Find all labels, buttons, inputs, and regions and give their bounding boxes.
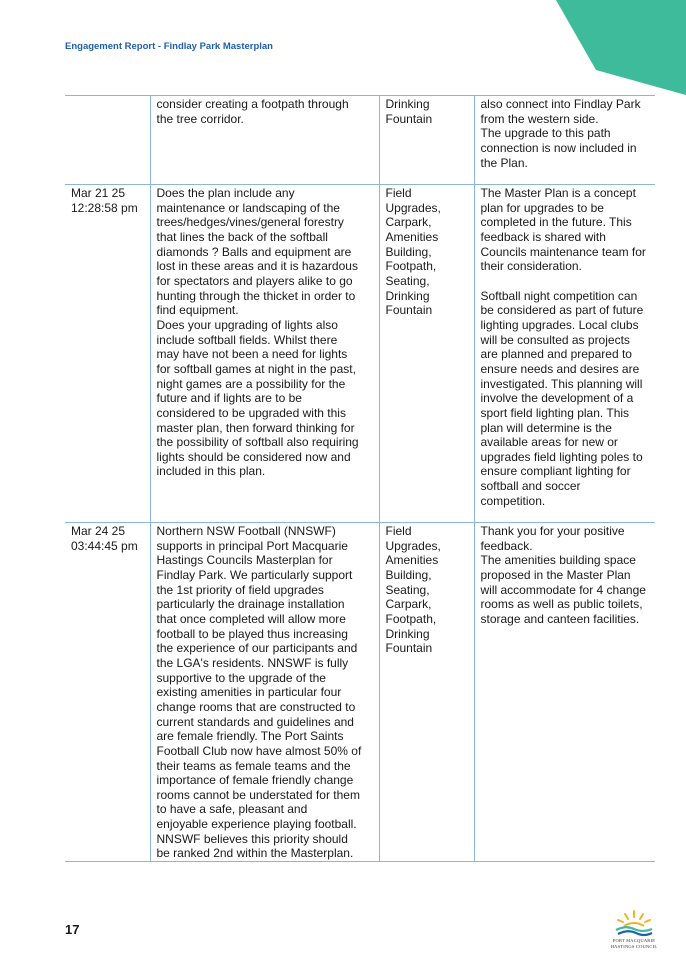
response-cell: Thank you for your positive feedback. The amenities building space proposed in the Master Plan will accommodate for 4 change rooms as well as public toilets, storage and canteen facilities.: [474, 523, 655, 862]
council-logo-text: PORT MACQUARIE HASTINGS COUNCIL: [610, 938, 658, 949]
date-cell: [65, 96, 150, 185]
corner-accent-shape: [556, 0, 686, 95]
response-cell: also connect into Findlay Park from the western side. The upgrade to this path connection is now included in the Plan.: [474, 96, 655, 185]
table-row: [65, 96, 655, 185]
category-cell: Drinking Fountain: [379, 96, 474, 185]
date-cell: Mar 21 25 12:28:58 pm: [65, 185, 150, 523]
comment-cell: consider creating a footpath through the tree corridor.: [150, 96, 379, 185]
comment-cell: Northern NSW Football (NNSWF) supports in principal Port Macquarie Hastings Councils Masterplan for Findlay Park. We particularly support the 1st priority of field upgrades particularly the drainage installation that once completed will allow more football to be played thus increasing the experience of our participants and the LGA's residents. NNSWF is fully supportive to the upgrade of the existing amenities in particular four change rooms that are constructed to current standards and guidelines and are female friendly. The Port Saints Football Club now have almost 50% of their teams as female teams and the importance of female friendly change rooms cannot be understated for them to have a safe, pleasant and enjoyable experience playing football. NNSWF believes this priority should be ranked 2nd within the Masterplan.: [150, 523, 379, 862]
category-cell: Field Upgrades, Amenities Building, Seating, Carpark, Footpath, Drinking Fountain: [379, 523, 474, 862]
date-cell: Mar 24 25 03:44:45 pm: [65, 523, 150, 862]
comment-cell: Does the plan include any maintenance or landscaping of the trees/hedges/vines/general forestry that lines the back of the softball diamonds ? Balls and equipment are lost in these areas and it is hazardous for spectators and players alike to go hunting through the thicket in order to find equipment. Does your upgrading of lights also include softball fields. Whilst there may have not been a need for lights for softball games at night in the past, night games are a possibility for the future and if lights are to be considered to be upgraded with this master plan, then forward thinking for the possibility of softball also requiring lights should be considered now and included in this plan.: [150, 185, 379, 523]
sun-waves-icon: [606, 908, 662, 938]
page-number: 17: [65, 922, 80, 937]
report-header-title: Engagement Report - Findlay Park Masterplan: [65, 41, 273, 52]
table-row: [65, 185, 655, 523]
response-cell: The Master Plan is a concept plan for upgrades to be completed in the future. This feedback is shared with Councils maintenance team for their consideration. Softball night competition can be considered as part of future lighting upgrades. Local clubs will be consulted as projects are planned and prepared to ensure needs and desires are investigated. This planning will involve the development of a sport field lighting plan. This plan will determine is the available areas for new or upgrades field lighting poles to ensure compliant lighting for softball and soccer competition.: [474, 185, 655, 523]
council-logo: [606, 908, 662, 958]
table-row: [65, 523, 655, 862]
category-cell: Field Upgrades, Carpark, Amenities Building, Footpath, Seating, Drinking Fountain: [379, 185, 474, 523]
feedback-table: [65, 95, 655, 862]
